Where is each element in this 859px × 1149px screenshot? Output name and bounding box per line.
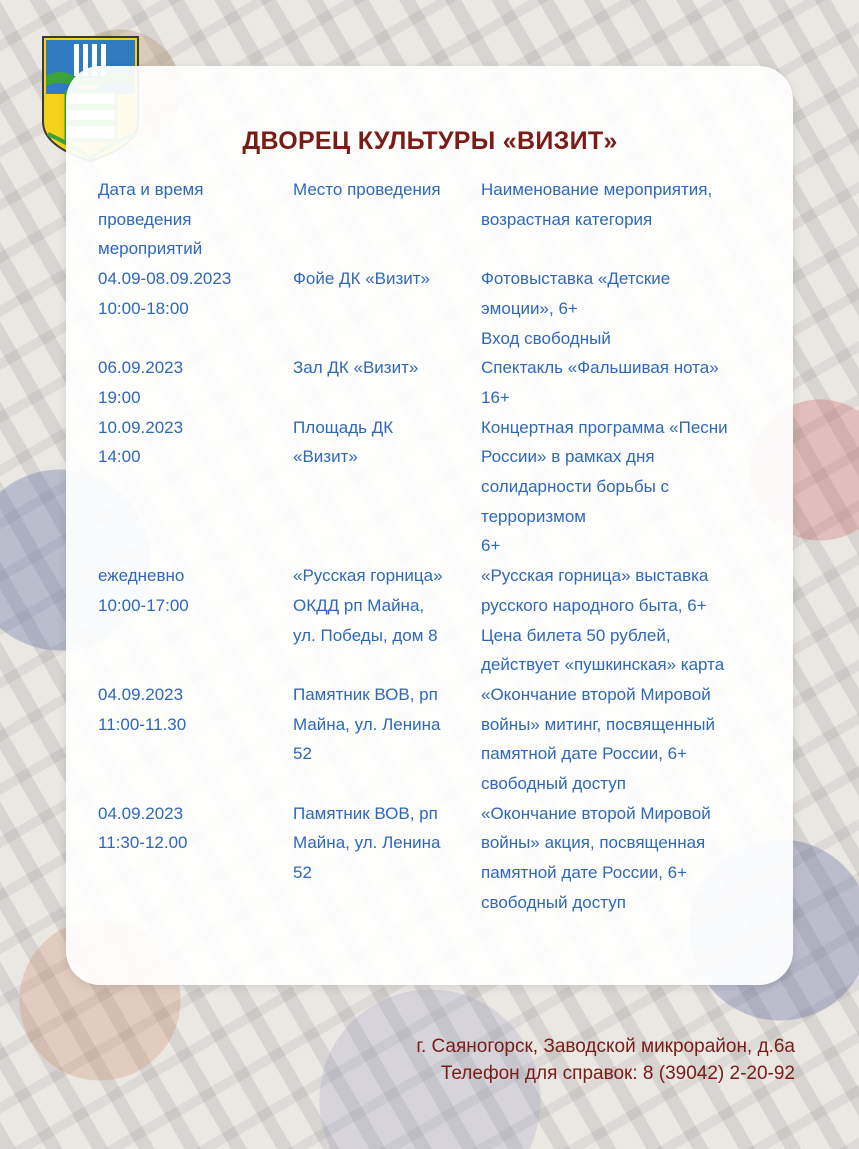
cell-event: «Русская горница» выставка русского народного быта, 6+ Цена билета 50 рублей, действует «пушкинская» карта xyxy=(481,566,725,675)
header-place: Место проведения xyxy=(293,180,441,199)
cell-place: Памятник ВОВ, рп Майна, ул. Ленина 52 xyxy=(293,684,441,764)
header-date: Дата и время проведения мероприятий xyxy=(98,180,204,259)
cell-place: «Русская горница» ОКДД рп Майна, ул. Победы, дом 8 xyxy=(293,566,443,645)
cell-place: Зал ДК «Визит» xyxy=(293,358,419,378)
table-header xyxy=(98,175,778,264)
footer-address: г. Саяногорск, Заводской микрорайон, д.6а xyxy=(416,1036,795,1057)
cell-datetime: 10.09.2023 14:00 xyxy=(98,417,184,467)
table-row xyxy=(98,799,778,918)
cell-event: Концертная программа «Песни России» в рамках дня солидарности борьбы с терроризмом 6+ xyxy=(481,417,728,556)
events-table xyxy=(98,175,778,918)
table-row xyxy=(98,353,778,412)
table-row xyxy=(98,413,778,562)
cell-event: Спектакль «Фальшивая нота» 16+ xyxy=(481,358,719,407)
cell-place: Площадь ДК «Визит» xyxy=(293,417,394,467)
cell-datetime: 04.09-08.09.2023 10:00-18:00 xyxy=(98,269,232,318)
cell-place: Фойе ДК «Визит» xyxy=(293,269,431,289)
cell-place: Памятник ВОВ, рп Майна, ул. Ленина 52 xyxy=(293,803,441,883)
cell-datetime: 04.09.2023 11:30-12.00 xyxy=(98,803,188,853)
cell-datetime: ежедневно 10:00-17:00 xyxy=(98,566,189,615)
header-event: Наименование мероприятия, возрастная категория xyxy=(481,180,713,229)
table-row xyxy=(98,680,778,799)
page-title: ДВОРЕЦ КУЛЬТУРЫ «ВИЗИТ» xyxy=(242,127,618,155)
cell-event: Фотовыставка «Детские эмоции», 6+ Вход свободный xyxy=(481,269,671,348)
cell-event: «Окончание второй Мировой войны» акция, посвященная памятной дате России, 6+ свободный доступ xyxy=(481,803,711,912)
footer-phone: Телефон для справок: 8 (39042) 2-20-92 xyxy=(440,1063,795,1084)
table-row xyxy=(98,264,778,353)
cell-datetime: 06.09.2023 19:00 xyxy=(98,358,184,407)
footer-contacts xyxy=(416,1033,795,1087)
cell-datetime: 04.09.2023 11:00-11.30 xyxy=(98,684,187,734)
cell-event: «Окончание второй Мировой войны» митинг, посвященный памятной дате России, 6+ свободный доступ xyxy=(481,684,715,794)
table-row xyxy=(98,561,778,680)
